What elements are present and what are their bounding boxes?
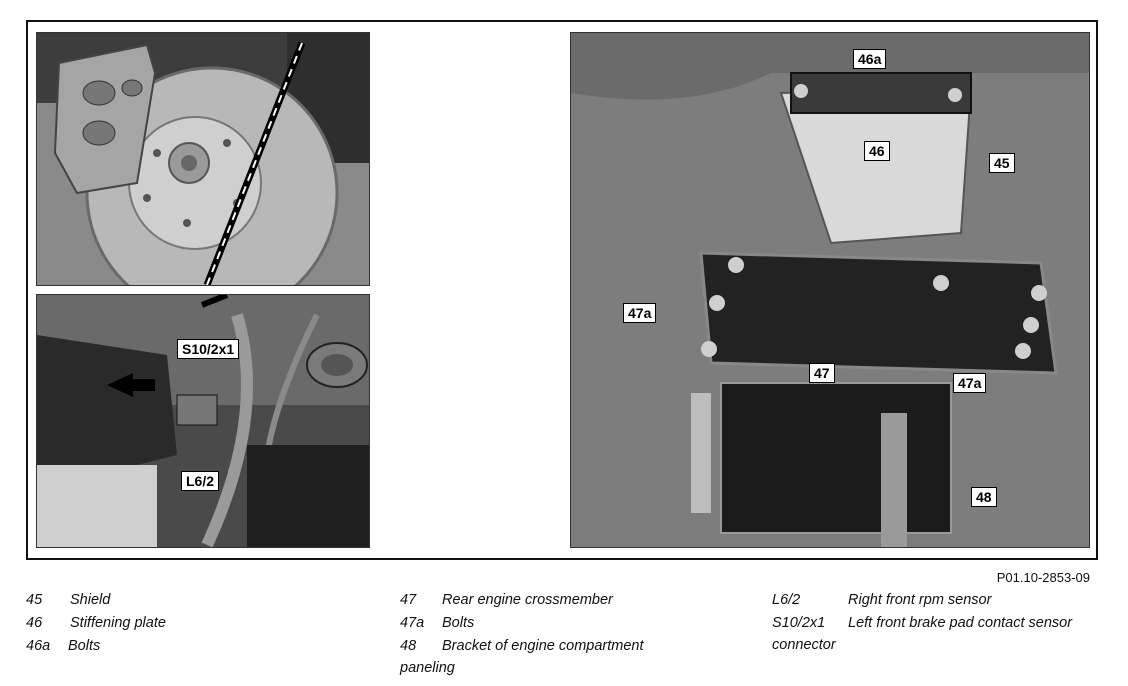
- legend-desc: Shield: [70, 592, 111, 608]
- legend-code: S10/2x1: [772, 615, 826, 631]
- legend-desc-continued: connector: [772, 637, 836, 653]
- sensor-connector-photo: [36, 294, 370, 548]
- legend-desc: Bolts: [442, 615, 475, 631]
- legend-desc-continued: paneling: [400, 660, 455, 676]
- callout-46a: 46a: [853, 49, 886, 69]
- callout-47a-left: 47a: [623, 303, 656, 323]
- legend-item-46a: [26, 638, 326, 661]
- legend-code: 45: [26, 592, 43, 608]
- figure-reference: P01.10-2853-09: [996, 570, 1090, 585]
- callout-s10-2x1: S10/2x1: [177, 339, 239, 359]
- legend-item-s10-2x1: [772, 615, 1112, 653]
- legend-code: 47a: [400, 615, 425, 631]
- legend-item-46: [26, 615, 326, 638]
- callout-47a-right: 47a: [953, 373, 986, 393]
- engine-underside-photo: [570, 32, 1090, 548]
- callout-46: 46: [864, 141, 890, 161]
- sensor-connector-illustration: [37, 295, 369, 547]
- callout-l6-2: L6/2: [181, 471, 219, 491]
- legend-code: L6/2: [772, 592, 801, 608]
- legend-column-2: [400, 592, 720, 676]
- legend-item-47: [400, 592, 720, 615]
- legend-code: 46: [26, 615, 43, 631]
- legend-code: 46a: [26, 638, 51, 654]
- callout-45: 45: [989, 153, 1015, 173]
- legend-desc: Right front rpm sensor: [848, 592, 992, 608]
- legend-item-45: [26, 592, 326, 615]
- legend-desc: Stiffening plate: [70, 615, 166, 631]
- legend-desc: Bracket of engine compartment: [442, 638, 644, 654]
- legend-desc: Bolts: [68, 638, 101, 654]
- legend-desc: Rear engine crossmember: [442, 592, 613, 608]
- legend-item-48: [400, 638, 720, 676]
- legend-code: 47: [400, 592, 417, 608]
- figure-frame: [26, 20, 1098, 560]
- brake-disc-photo: [36, 32, 370, 286]
- brake-disc-illustration: [37, 33, 369, 285]
- legend-desc: Left front brake pad contact sensor: [848, 615, 1073, 631]
- callout-47: 47: [809, 363, 835, 383]
- legend-column-3: [772, 592, 1112, 653]
- callout-48: 48: [971, 487, 997, 507]
- engine-underside-illustration: [571, 33, 1089, 547]
- legend-code: 48: [400, 638, 417, 654]
- legend-item-47a: [400, 615, 720, 638]
- legend-item-l6-2: [772, 592, 1112, 615]
- legend-column-1: [26, 592, 326, 661]
